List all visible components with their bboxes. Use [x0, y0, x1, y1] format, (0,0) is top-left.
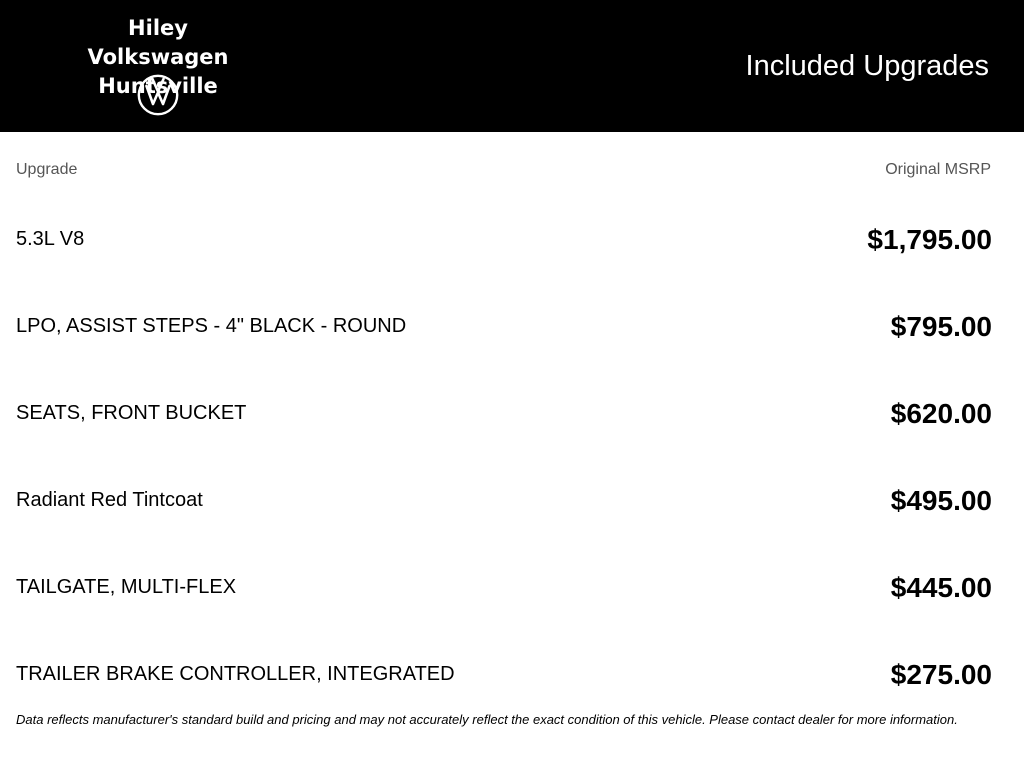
column-header-upgrade: Upgrade [16, 161, 78, 178]
upgrade-price: $1,795.00 [867, 223, 992, 255]
upgrade-price: $275.00 [890, 658, 992, 690]
column-header-msrp: Original MSRP [885, 161, 991, 178]
upgrade-price: $620.00 [890, 397, 992, 429]
upgrade-price: $445.00 [890, 571, 992, 603]
table-row [16, 631, 992, 718]
upgrade-name: 5.3L V8 [16, 228, 85, 250]
table-row [16, 544, 992, 631]
upgrade-name: TAILGATE, MULTI-FLEX [16, 576, 237, 598]
upgrade-name: SEATS, FRONT BUCKET [16, 402, 247, 424]
table-row [16, 457, 992, 544]
volkswagen-logo-icon [137, 74, 179, 116]
upgrade-name: TRAILER BRAKE CONTROLLER, INTEGRATED [16, 663, 455, 685]
dealer-name-line2: Huntsville [98, 74, 218, 98]
upgrade-name: LPO, ASSIST STEPS - 4" BLACK - ROUND [16, 315, 407, 337]
table-row [16, 196, 992, 283]
page-title: Included Upgrades [745, 50, 989, 82]
upgrade-price: $795.00 [890, 310, 992, 342]
disclaimer-text: Data reflects manufacturer's standard build and pricing and may not accurately reflect the exact condition of this vehicle. Please contact dealer for more information. [16, 712, 958, 727]
upgrade-price: $495.00 [890, 484, 992, 516]
dealer-name-line1: Hiley Volkswagen [87, 16, 229, 69]
table-row [16, 283, 992, 370]
table-row [16, 370, 992, 457]
upgrade-name: Radiant Red Tintcoat [16, 489, 203, 511]
upgrades-table [16, 196, 992, 718]
header-banner [0, 0, 1024, 132]
